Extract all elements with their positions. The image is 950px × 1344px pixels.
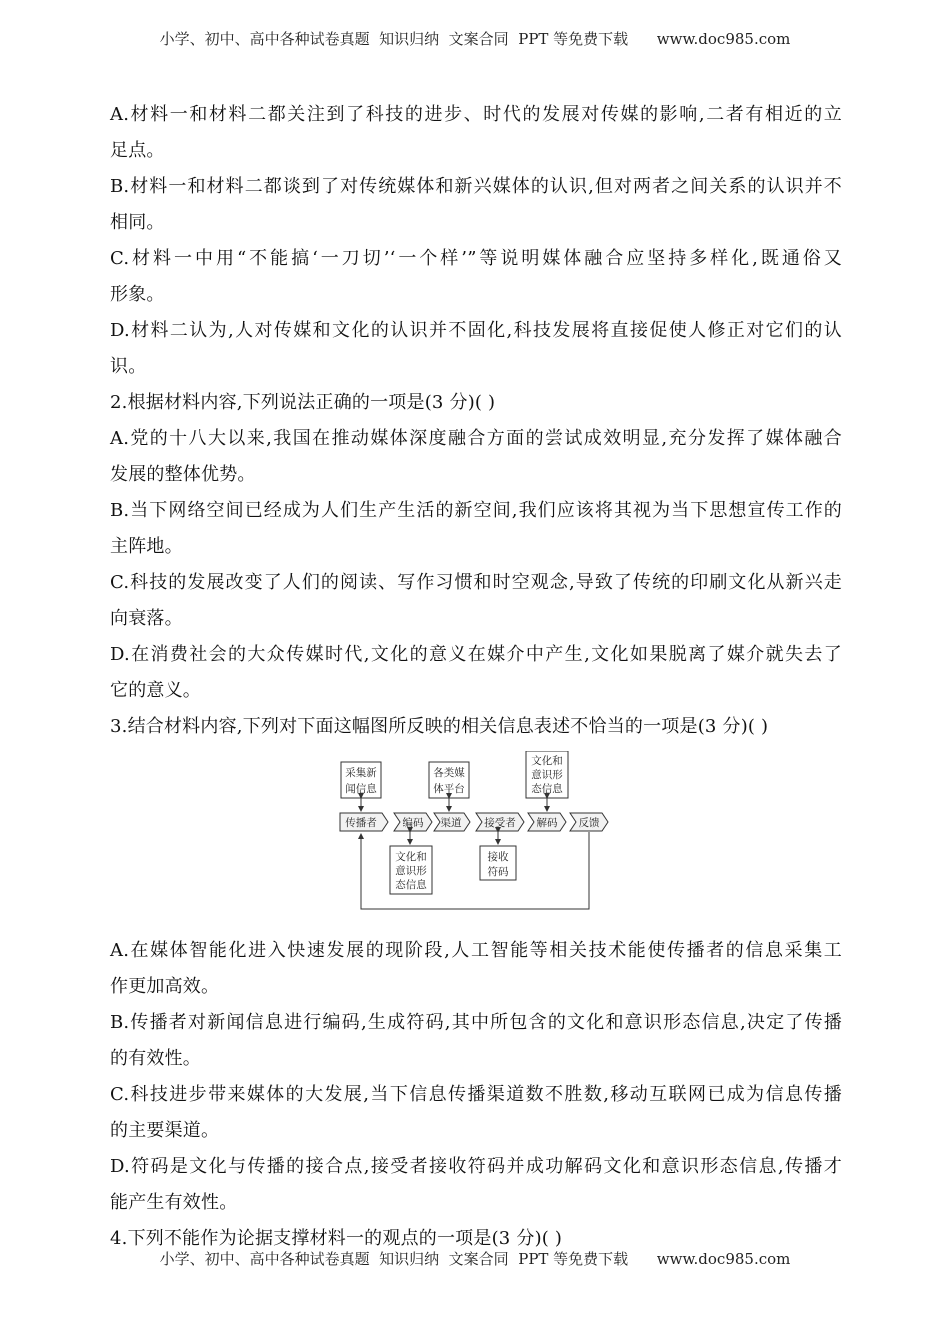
q3-option-c-line1: C.科技进步带来媒体的大发展,当下信息传播渠道数不胜数,移动互联网已成为信息传播: [110, 1084, 842, 1105]
q2-option-d-line2: 它的意义。: [110, 680, 201, 701]
top-box-2-line2: 体平台: [433, 783, 465, 795]
flow-step-feedback: [570, 813, 608, 831]
q3-option-a-line1: A.在媒体智能化进入快速发展的现阶段,人工智能等相关技术能使传播者的信息采集工: [110, 940, 842, 961]
q2-stem: 2.根据材料内容,下列说法正确的一项是(3 分)( ): [110, 392, 496, 413]
flow-step-encoding: [394, 813, 432, 831]
page-footer: 小学、初中、高中各种试卷真题 知识归纳 文案合同 PPT 等免费下载 www.doc985.com: [159, 1250, 791, 1268]
top-box-media-platforms: [429, 762, 469, 798]
flow-step-decoding: [528, 813, 566, 831]
flow-step-communicator: [340, 813, 388, 831]
top-box-1-line1: 采集新: [345, 767, 377, 779]
top-box-1-line2: 闻信息: [345, 783, 377, 795]
q2-option-b-line1: B.当下网络空间已经成为人们生产生活的新空间,我们应该将其视为当下思想宣传工作的: [110, 500, 842, 521]
top-box-3-line3: 态信息: [531, 783, 563, 795]
bottom-box-1-line1: 文化和: [395, 851, 427, 863]
bottom-box-2-line1: 接收: [487, 851, 509, 863]
q3-option-d-line2: 能产生有效性。: [110, 1192, 238, 1213]
bottom-box-1-line3: 态信息: [395, 879, 427, 891]
q1-option-a-line1: A.材料一和材料二都关注到了科技的进步、时代的发展对传媒的影响,二者有相近的立: [110, 104, 842, 125]
q2-option-a-line2: 发展的整体优势。: [110, 464, 256, 485]
top-box-2-line1: 各类媒: [433, 767, 465, 779]
flow-label-4: 接受者: [484, 817, 516, 829]
bottom-box-2-line2: 符码: [487, 866, 509, 878]
q1-option-b-line1: B.材料一和材料二都谈到了对传统媒体和新兴媒体的认识,但对两者之间关系的认识并不: [110, 176, 842, 197]
q3-option-c-line2: 的主要渠道。: [110, 1120, 220, 1141]
q1-option-a-line2: 足点。: [110, 140, 165, 161]
q1-option-c-line2: 形象。: [110, 284, 165, 305]
q2-option-d-line1: D.在消费社会的大众传媒时代,文化的意义在媒介中产生,文化如果脱离了媒介就失去了: [110, 644, 842, 665]
q4-stem: 4.下列不能作为论据支撑材料一的观点的一项是(3 分)( ): [110, 1228, 563, 1249]
flow-label-1: 传播者: [345, 817, 377, 829]
flow-step-channel: [434, 813, 470, 831]
q3-option-b-line2: 的有效性。: [110, 1048, 201, 1069]
flow-label-5: 解码: [536, 817, 558, 829]
q3-stem: 3.结合材料内容,下列对下面这幅图所反映的相关信息表述不恰当的一项是(3 分)( ): [110, 716, 769, 737]
flow-label-6: 反馈: [578, 817, 600, 829]
page-header: 小学、初中、高中各种试卷真题 知识归纳 文案合同 PPT 等免费下载 www.doc985.com: [159, 30, 791, 48]
q2-option-b-line2: 主阵地。: [110, 536, 183, 557]
top-box-culture-ideology: [526, 751, 568, 798]
question-content: [110, 97, 842, 1257]
q3-option-b-line1: B.传播者对新闻信息进行编码,生成符码,其中所包含的文化和意识形态信息,决定了传播: [110, 1012, 842, 1033]
bottom-box-1-line2: 意识形: [395, 865, 427, 877]
flow-label-2: 编码: [402, 817, 424, 829]
top-box-3-line2: 意识形: [531, 769, 563, 781]
q2-option-c-line2: 向衰落。: [110, 608, 183, 629]
flow-label-3: 渠道: [440, 817, 462, 829]
bottom-box-culture-ideology: [390, 846, 432, 894]
diagram-svg: [330, 751, 620, 929]
q1-option-b-line2: 相同。: [110, 212, 165, 233]
communication-diagram: [110, 751, 842, 933]
flow-step-receiver: [476, 813, 524, 831]
top-box-news-collection: [341, 762, 381, 798]
q2-option-c-line1: C.科技的发展改变了人们的阅读、写作习惯和时空观念,导致了传统的印刷文化从新兴走: [110, 572, 842, 593]
q1-option-d-line1: D.材料二认为,人对传媒和文化的认识并不固化,科技发展将直接促使人修正对它们的认: [110, 320, 842, 341]
q2-option-a-line1: A.党的十八大以来,我国在推动媒体深度融合方面的尝试成效明显,充分发挥了媒体融合: [110, 428, 842, 449]
q3-option-d-line1: D.符码是文化与传播的接合点,接受者接收符码并成功解码文化和意识形态信息,传播才: [110, 1156, 842, 1177]
q1-option-d-line2: 识。: [110, 356, 147, 377]
bottom-box-receive-code: [480, 846, 516, 880]
q3-option-a-line2: 作更加高效。: [110, 976, 220, 997]
top-box-3-line1: 文化和: [531, 755, 563, 767]
q1-option-c-line1: C.材料一中用“不能搞‘一刀切’‘一个样’”等说明媒体融合应坚持多样化,既通俗又: [110, 248, 842, 269]
